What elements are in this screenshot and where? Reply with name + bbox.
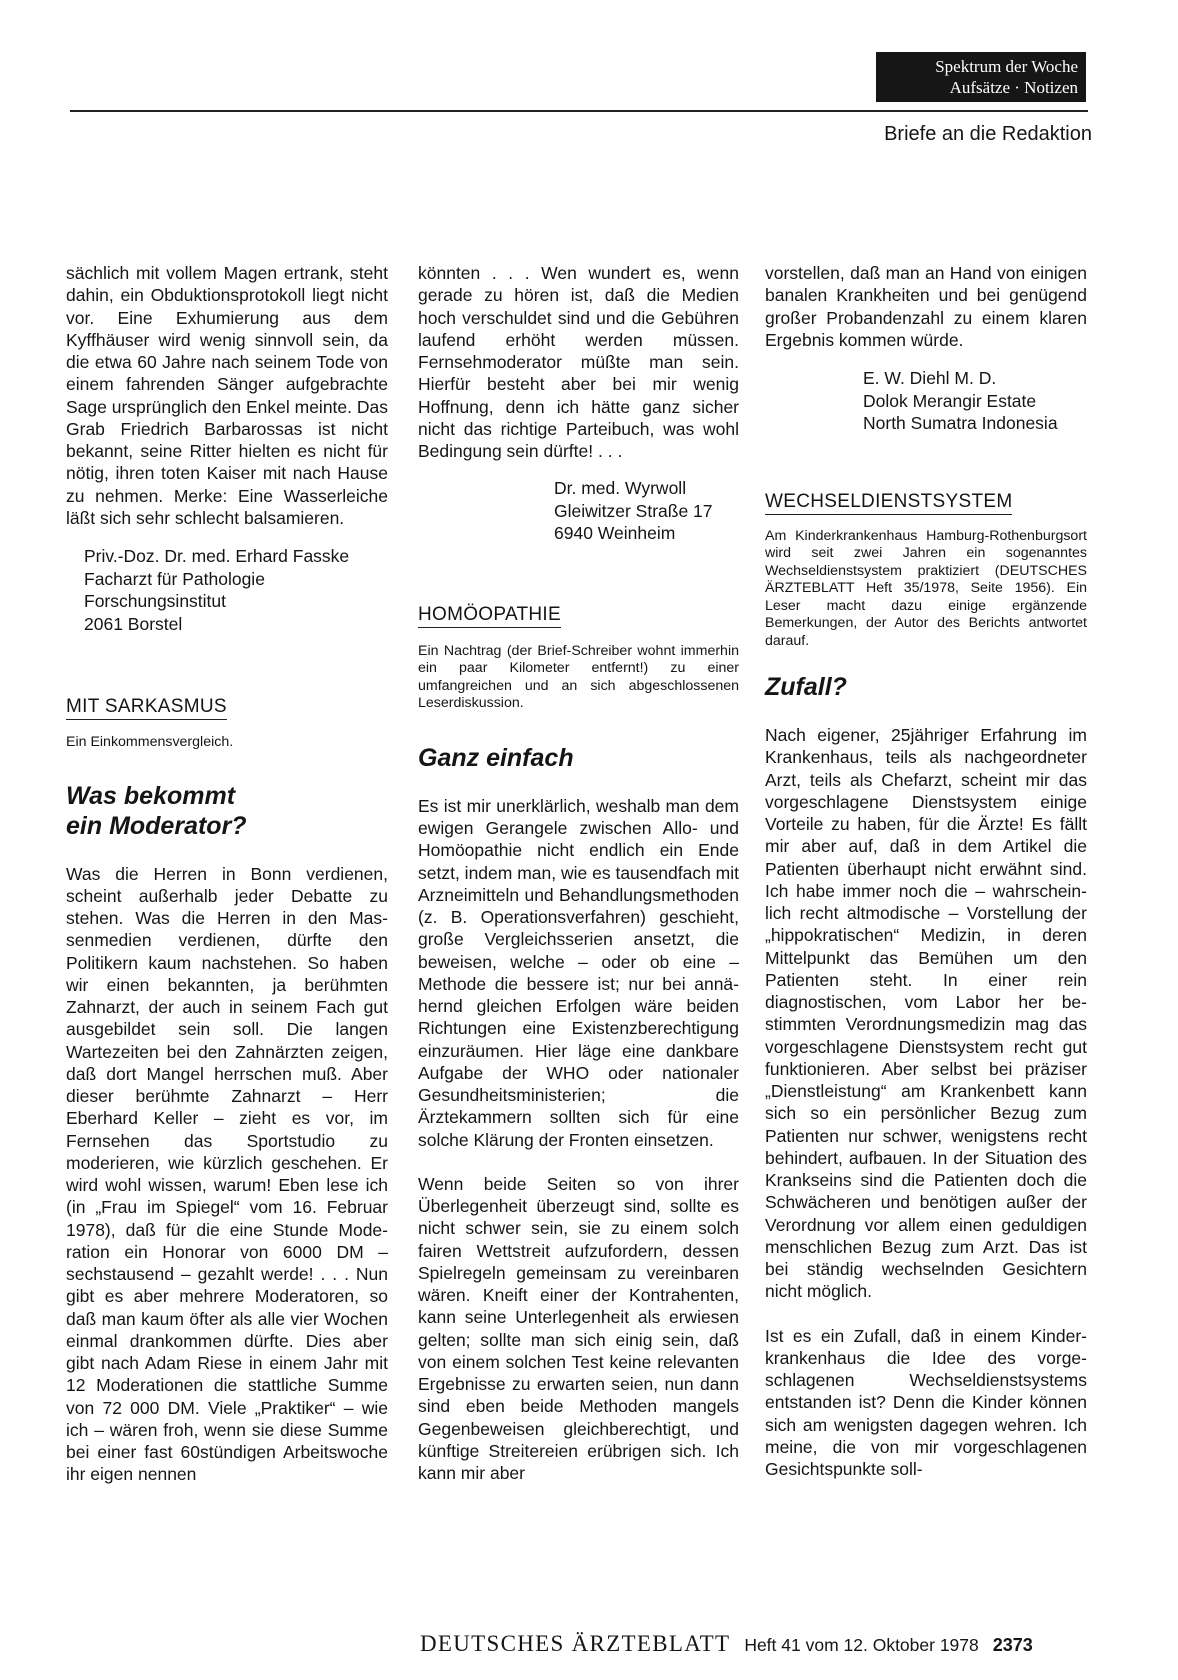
page-number: 2373 <box>992 1635 1033 1655</box>
badge-line-1: Spektrum der Woche <box>935 57 1078 76</box>
letter-3-signature: E. W. Diehl M. D. Dolok Merangir Estate North Sumatra Indonesia <box>863 368 1058 433</box>
letter-4-body-1: Nach eigener, 25jähriger Erfahrung im Krankenhaus, teils als nachgeordneter Arzt, teils als Chefarzt, scheint mir das vorgeschlagene Dienstsystem einige Vorteile zu haben, für die Ärzte! Es fällt mir aber auf, daß in dem Artikel die Patienten überhaupt nicht erwähnt sind. Ich habe immer noch die – wahrscheinlich recht altmodische – Vorstellung der „hippokratischen“ Medizin, in deren Mittelpunkt das Bemühen um den Patienten steht. In einer rein diagnostischen, vom Labor her bestimmten Verordnungsmedizin mag das vorgeschlagene Dienstsystem recht gut funktionieren. Aber selbst bei präziser „Dienstleistung“ am Krankenbett kann sich so ein persönlicher Bezug zum Patienten nur schwer, wenigstens recht behindert, aufbauen. In der Situation des Krankseins sind die Patienten doch die Schwächeren und benötigen außer der Verordnung vor allem einen geduldigen menschlichen Bezug zum Arzt. Das ist bei ständig wechselnden Gesichtern nicht möglich. <box>765 725 1087 1302</box>
letter-3-body-2: Wenn beide Seiten so von ihrer Überlegenheit überzeugt sind, sollte es nicht schwer sein, sie zu einem solch fairen Wettstreit aufzufordern, dessen Spielregeln gemeinsam zu vereinbaren wären. Kneift einer der Kontrahenten, kann seine Unterlegenheit als erwiesen gelten; sollte man sich einig sein, daß von einem solchen Test keine relevanten Ergebnisse zu erwarten seien, nun dann sind eben beide Methoden mangels Gegenbeweisen gleichberechtigt, und künftige Streitereien erübrigen sich. Ich kann mir aber <box>418 1173 739 1483</box>
column-3 <box>765 262 1087 1480</box>
issue-date: Heft 41 vom 12. Oktober 1978 <box>744 1635 979 1655</box>
letter-3-body-1: Es ist mir unerklärlich, weshalb man dem ewigen Gerangele zwischen Allo- und Homöopathie nicht endlich ein Ende setzt, indem man, wie es tausendfach mit Arzneimitteln und Behandlungsmethoden (z. B. Operationsverfahren) geschieht, große Vergleichsserien ansetzt, die beweisen, welche – oder ob eine – Methode die bessere ist; nur bei annähernd gleichen Erfolgen wäre beiden Richtungen eine Existenzberechtigung einzuräumen. Hier läge eine dankbare Aufgabe der WHO oder nationaler Gesundheitsministerien; die Ärztekammern sollten sich für eine solche Klärung der Fronten einsetzen. <box>418 795 739 1150</box>
rubric-mit-sarkasmus: MIT SARKASMUS <box>66 696 227 720</box>
headline-zufall: Zufall? <box>765 673 847 701</box>
lead-nachtrag: Ein Nachtrag (der Brief-Schreiber wohnt immerhin ein paar Kilometer entfernt!) zu einer umfangreichen und an sich abgeschlossenen Leserdiskussion. <box>418 642 739 712</box>
rubric-homoeopathie: HOMÖOPATHIE <box>418 604 561 628</box>
section-label: Briefe an die Redaktion <box>884 123 1092 145</box>
rubric-wechseldienstsystem: WECHSELDIENSTSYSTEM <box>765 491 1012 515</box>
letter-1-continuation: sächlich mit vollem Magen ertrank, steht dahin, ein Obduktionsprotokoll liegt nicht vor. Eine Exhumierung aus dem Kyffhäuser wird wenig sinnvoll sein, da die etwa 60 Jahre nach seinem Tode von einem fahrenden Sänger aufgebrachte Sage ursprünglich den Enkel meinte. Das Grab Friedrich Barbarossas ist nicht bekannt, seine Ritter hielten es nicht für nötig, ihren toten Kaiser mit nach Hause zu nehmen. Merke: Eine Wasserleiche läßt sich sehr schlecht balsamieren. <box>66 263 388 528</box>
letter-1-signature: Priv.-Doz. Dr. med. Erhard Fasske Facharzt für Pathologie Forschungsinstitut 2061 Borstel <box>84 546 350 634</box>
lead-kinderkrankenhaus: Am Kinderkrankenhaus Hamburg-Rothenburgsort wird seit zwei Jahren ein sogenanntes Wechseldienstsystem praktiziert (DEUTSCHES ÄRZTEBLATT Heft 35/1978, Seite 1956). Ein Leser macht dazu einige ergänzende Bemerkungen, der Autor des Berichts antwortet darauf. <box>765 527 1087 649</box>
badge-line-2: Aufsätze · Notizen <box>949 78 1078 97</box>
headline-moderator: Was bekommt ein Moderator? <box>66 781 247 840</box>
letter-3-continuation: vorstellen, daß man an Hand von einigen banalen Krankheiten und bei genügend großer Probandenzahl zu einem klaren Ergebnis kommen würde. <box>765 263 1087 350</box>
headline-ganz-einfach: Ganz einfach <box>418 743 574 772</box>
journal-name: DEUTSCHES ÄRZTEBLATT <box>420 1631 731 1656</box>
column-1 <box>66 262 388 1486</box>
letter-2-signature: Dr. med. Wyrwoll Gleiwitzer Straße 17 6940 Weinheim <box>554 478 713 544</box>
header-rule <box>70 110 1088 112</box>
column-2 <box>418 262 739 1484</box>
lead-einkommensvergleich: Ein Einkommensvergleich. <box>66 734 234 750</box>
page-footer <box>420 1631 1033 1657</box>
letter-4-body-2: Ist es ein Zufall, daß in einem Kinderkrankenhaus die Idee des vorgeschlagenen Wechseldienstsystems entstanden ist? Denn die Kinder können sich am wenigsten dagegen wehren. Ich meine, die von mir vorgeschlagenen Gesichtspunkte soll- <box>765 1325 1087 1479</box>
letter-2-continuation: könnten . . . Wen wundert es, wenn gerade zu hören ist, daß die Medien hoch verschuldet sind und die Gebühren laufend erhöht werden müssen. Fernsehmoderator müßte man sein. Hierfür besteht aber bei mir wenig Hoffnung, denn ich hätte ganz sicher nicht das richtige Parteibuch, was wohl Bedingung sein dürfte! . . . <box>418 263 739 461</box>
section-badge <box>876 52 1086 102</box>
letter-2-body: Was die Herren in Bonn verdienen, scheint außerhalb jeder Debatte zu stehen. Was die Herren in den Massenmedien verdienen, dürfte den Politikern kaum nachstehen. So haben wir einen bekannten, ja berühmten Zahnarzt, der auch in seinem Fach gut ausgebildet sein soll. Die langen Wartezeiten bei den Zahnärzten zeigen, daß dort Mangel herrschen muß. Aber dieser berühmte Zahnarzt – Herr Eberhard Keller – zieht es vor, im Fernsehen das Sportstudio zu moderieren, wie kürzlich geschehen. Er wird wohl wissen, warum! Eben lese ich (in „Frau im Spiegel“ vom 16. Februar 1978), daß für die eine Stunde Moderation ein Honorar von 6000 DM – sechstausend – gezahlt werde! . . . Nun gibt es aber mehrere Moderatoren, so daß man kaum öfter als alle vier Wochen einmal drankommen dürfte. Dies aber gibt nach Adam Riese in einem Jahr mit 12 Moderationen die stattliche Summe von 72 000 DM. Viele „Praktiker“ – wie ich – wären froh, wenn sie diese Summe bei einer fast 60stündigen Arbeitswoche ihr eigen nennen <box>66 863 388 1485</box>
